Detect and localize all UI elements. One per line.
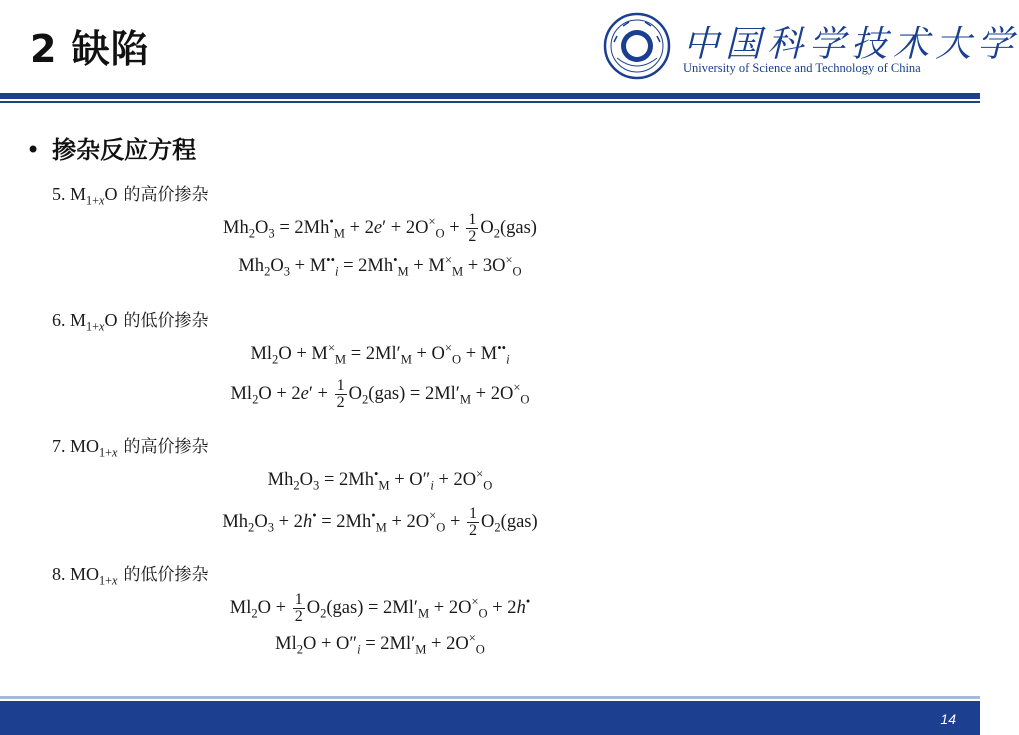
- section-heading: 7. $MO_{1+x}$ 的高价掺杂: [52, 436, 209, 460]
- equation: $Mh_2O_3 = 2Mh^•_M + 2e' + 2O^\times_O$ + $\frac{1}{2}$ $O_2(gas)$: [223, 211, 537, 245]
- page-number: 14: [940, 711, 956, 727]
- equation: $Ml_2O + 2e'$ + $\frac{1}{2}$ $O_2(gas) = 2Ml'_M + 2O^\times_O$: [230, 377, 530, 411]
- university-logo: [603, 12, 1019, 80]
- bullet-dot: •: [26, 136, 41, 164]
- university-name-cn: 中国科学技术大学: [683, 24, 1019, 65]
- header-rule-thin: [0, 101, 980, 103]
- footer-rule: [0, 696, 980, 699]
- equation: $Ml_2O$ + $\frac{1}{2}$ $O_2(gas) = 2Ml'_M + 2O^\times_O + 2h^•$: [229, 591, 531, 625]
- equation: $Mh_2O_3 + 2h^• = 2Mh^•_M + 2O^\times_O$ + $\frac{1}{2}$ $O_2(gas)$: [222, 505, 538, 539]
- section-heading: 5. $M_{1+x}O$ 的高价掺杂: [52, 184, 209, 208]
- slide-title: 2 缺陷: [30, 27, 150, 71]
- university-seal-icon: [603, 12, 671, 80]
- header-rule: [0, 93, 980, 99]
- equation: $Mh_2O_3 = 2Mh^•_M + O''_i + 2O^\times_O$: [267, 466, 493, 493]
- section-heading: 6. $M_{1+x}O$ 的低价掺杂: [52, 310, 209, 334]
- footer-bar: [0, 701, 980, 735]
- equation: $Ml_2O + O''_i = 2Ml'_M + 2O^\times_O$: [275, 630, 485, 657]
- equation: $Mh_2O_3 + M^{••}_i = 2Mh^•_M + M^\times_M + 3O^\times_O$: [238, 252, 522, 279]
- equation: $Ml_2O + M^\times_M = 2Ml'_M + O^\times_O + M^{••}_i$: [250, 340, 510, 367]
- bullet-text: 掺杂反应方程: [52, 136, 197, 164]
- section-heading: 8. $MO_{1+x}$ 的低价掺杂: [52, 564, 209, 588]
- bullet-heading: [26, 130, 196, 165]
- university-name-en: University of Science and Technology of China: [683, 61, 921, 75]
